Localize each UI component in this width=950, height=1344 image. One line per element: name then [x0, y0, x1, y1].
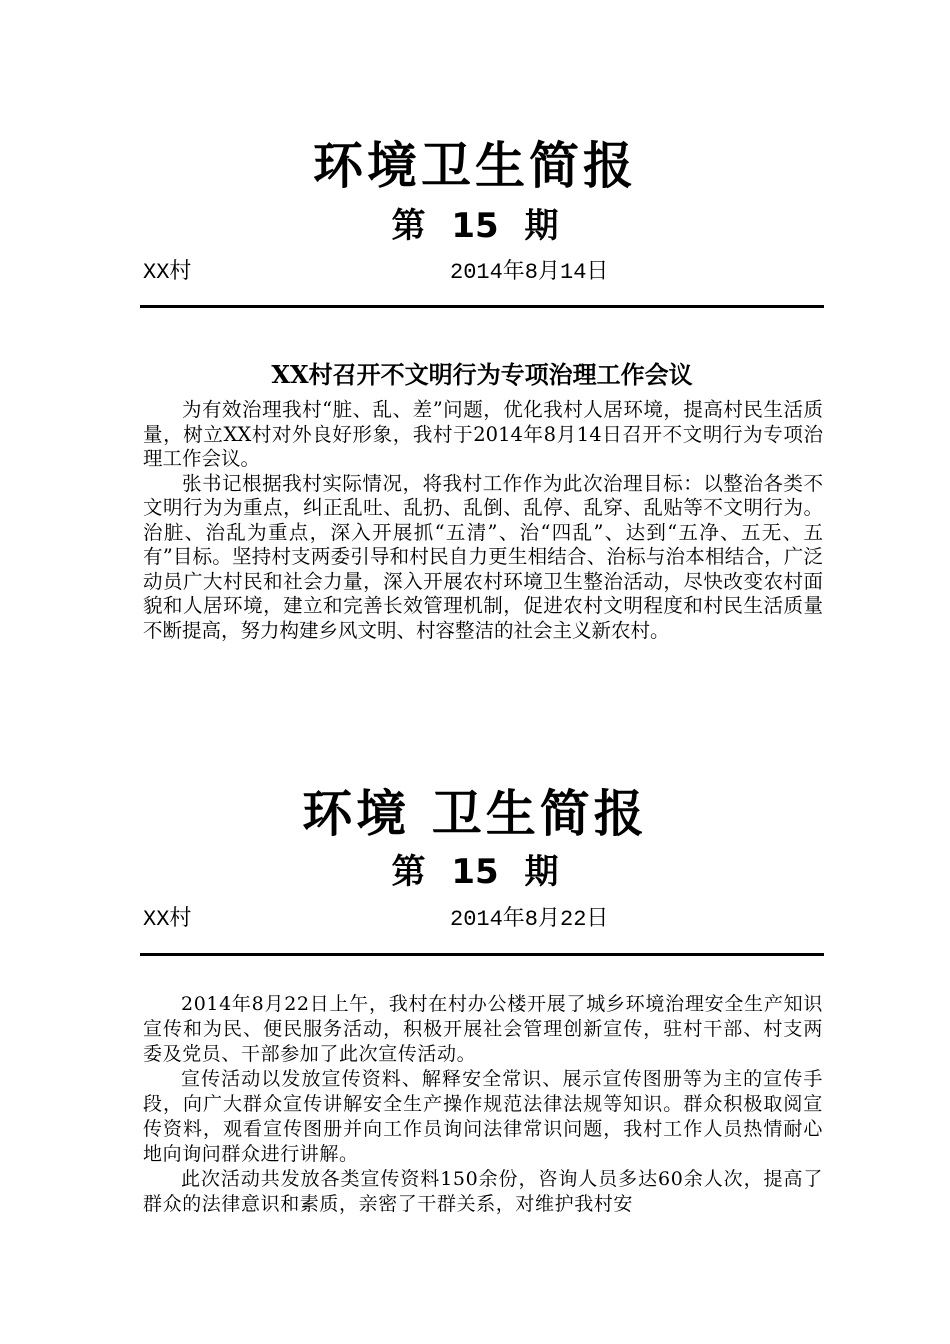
- issue-date: 2014年8月14日: [450, 260, 609, 285]
- issue-date: 2014年8月22日: [450, 907, 609, 932]
- masthead-title-1: 环境卫生简报: [313, 137, 637, 195]
- paragraph: 为有效治理我村“脏、乱、差”问题，优化我村人居环境，提高村民生活质量，树立XX村对外良好形象，我村于2014年8月14日召开不文明行为专项治理工作会议。: [143, 398, 823, 470]
- article-headline: XX村召开不文明行为专项治理工作会议: [271, 360, 693, 389]
- paragraph: 张书记根据我村实际情况，将我村工作作为此次治理目标：以整治各类不文明行为为重点，纠正乱吐、乱扔、乱倒、乱停、乱穿、乱贴等不文明行为。治脏、治乱为重点，深入开展抓“五清”、治“四乱”、达到“五净、五无、五有”目标。坚持村支两委引导和村民自力更生相结合、治标与治本相结合，广泛动员广大村民和社会力量，深入开展农村环境卫生整治活动，尽快改变农村面貌和人居环境，建立和完善长效管理机制，促进农村文明程度和村民生活质量不断提高，努力构建乡风文明、村容整洁的社会主义新农村。: [143, 471, 823, 642]
- paragraph: 此次活动共发放各类宣传资料150余份，咨询人员多达60余人次，提高了群众的法律意识和素质，亲密了干群关系，对维护我村安: [143, 1168, 823, 1215]
- village-name: XX村: [143, 260, 192, 285]
- divider-rule-1: [140, 305, 824, 308]
- paragraph: 2014年8月22日上午，我村在村办公楼开展了城乡环境治理安全生产知识宣传和为民、便民服务活动，积极开展社会管理创新宣传，驻村干部、村支两委及党员、干部参加了此次宣传活动。: [143, 993, 823, 1065]
- article-body-2: [143, 992, 823, 1217]
- issue-number-1: 第 15 期: [391, 206, 559, 246]
- masthead-title-2: 环境 卫生简报: [302, 785, 648, 843]
- village-name: XX村: [143, 907, 192, 932]
- meta-line-2: [143, 905, 823, 935]
- meta-line-1: [143, 258, 823, 288]
- issue-number-2: 第 15 期: [391, 852, 559, 892]
- paragraph: 宣传活动以发放宣传资料、解释安全常识、展示宣传图册等为主的宣传手段，向广大群众宣传讲解安全生产操作规范法律法规等知识。群众积极取阅宣传资料，观看宣传图册并向工作员询问法律常识问题，我村工作人员热情耐心地向询问群众进行讲解。: [143, 1068, 823, 1165]
- divider-rule-2: [140, 953, 824, 956]
- article-body-1: [143, 398, 823, 643]
